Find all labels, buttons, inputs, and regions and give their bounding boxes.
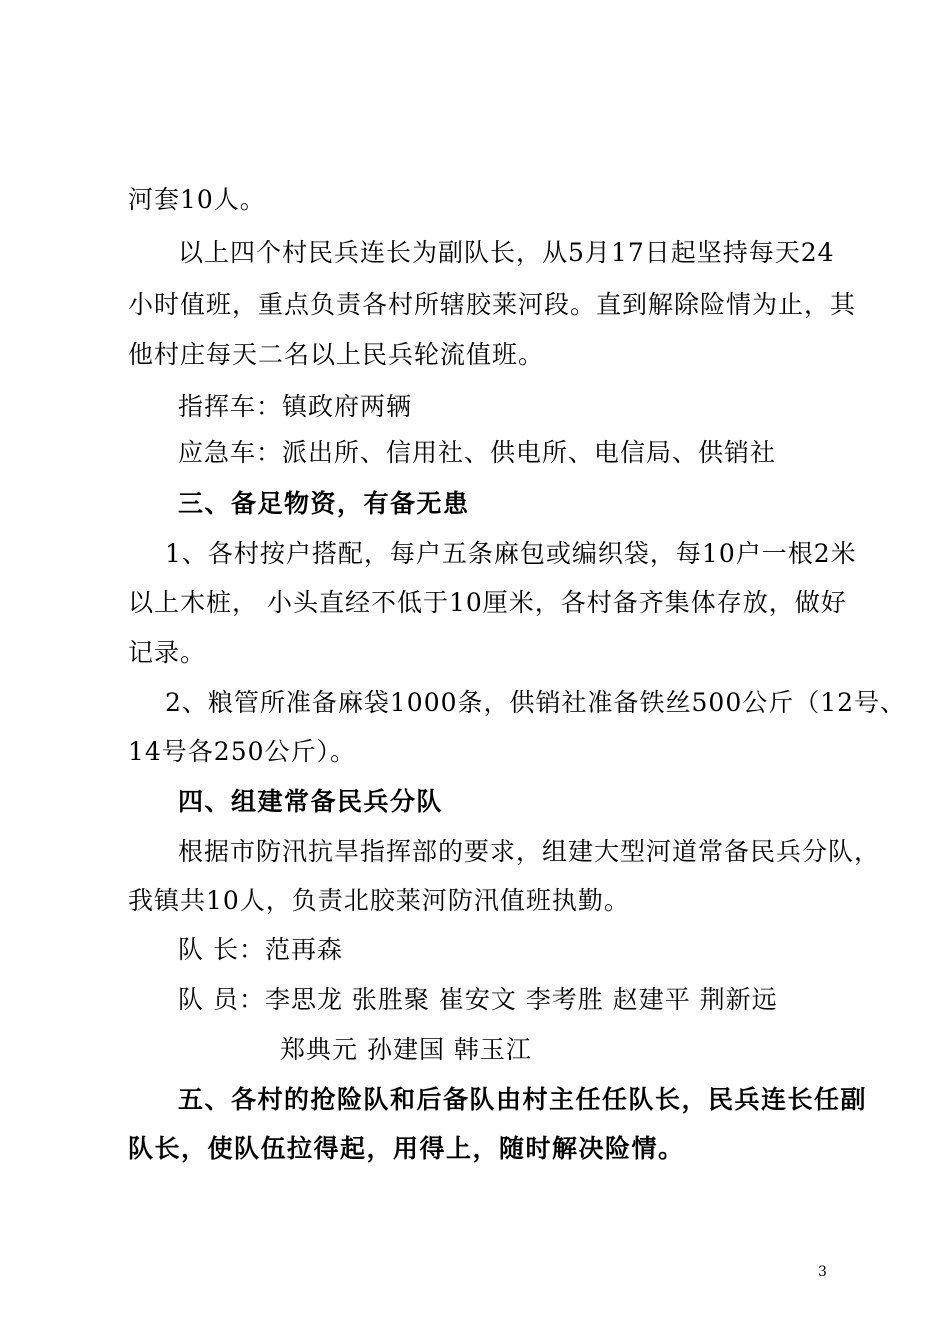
text-line-8: 1、各村按户搭配，每户五条麻包或编织袋，每10户一根2米 (165, 539, 857, 568)
text-line-2: 以上四个村民兵连长为副队长，从5月17日起坚持每天24 (178, 238, 835, 267)
text-line-11: 2、粮管所准备麻袋1000条，供销社准备铁丝500公斤（12号、 (165, 688, 907, 717)
text-line-10: 记录。 (128, 638, 207, 667)
page-number: 3 (818, 1264, 827, 1280)
command-vehicle-line: 指挥车：镇政府两辆 (178, 392, 413, 421)
team-members-line: 队 员：李思龙 张胜聚 崔安文 李考胜 赵建平 荆新远 (178, 985, 778, 1014)
section-heading-4: 四、组建常备民兵分队 (178, 787, 444, 816)
team-leader-line: 队 长：范再森 (178, 935, 343, 964)
text-line-3: 小时值班，重点负责各村所辖胶莱河段。直到解除险情为止，其 (128, 290, 857, 319)
section-heading-5: 五、各村的抢险队和后备队由村主任任队长，民兵连长任副 (178, 1085, 868, 1114)
text-line-14: 根据市防汛抗旱指挥部的要求，组建大型河道常备民兵分队， (178, 837, 881, 866)
section-heading-5-cont: 队长，使队伍拉得起，用得上，随时解决险情。 (128, 1134, 685, 1163)
text-line-9: 以上木桩， 小头直经不低于10厘米，各村备齐集体存放，做好 (128, 588, 847, 617)
emergency-vehicle-line: 应急车：派出所、信用社、供电所、电信局、供销社 (178, 438, 777, 467)
text-line-12: 14号各250公斤）。 (128, 737, 357, 766)
text-line-15: 我镇共10人，负责北胶莱河防汛值班执勤。 (128, 886, 630, 915)
text-line-1: 河套10人。 (128, 185, 266, 214)
text-line-4: 他村庄每天二名以上民兵轮流值班。 (128, 340, 545, 369)
section-heading-3: 三、备足物资，有备无患 (178, 489, 470, 518)
team-members-line-2: 郑典元 孙建国 韩玉江 (280, 1035, 532, 1064)
